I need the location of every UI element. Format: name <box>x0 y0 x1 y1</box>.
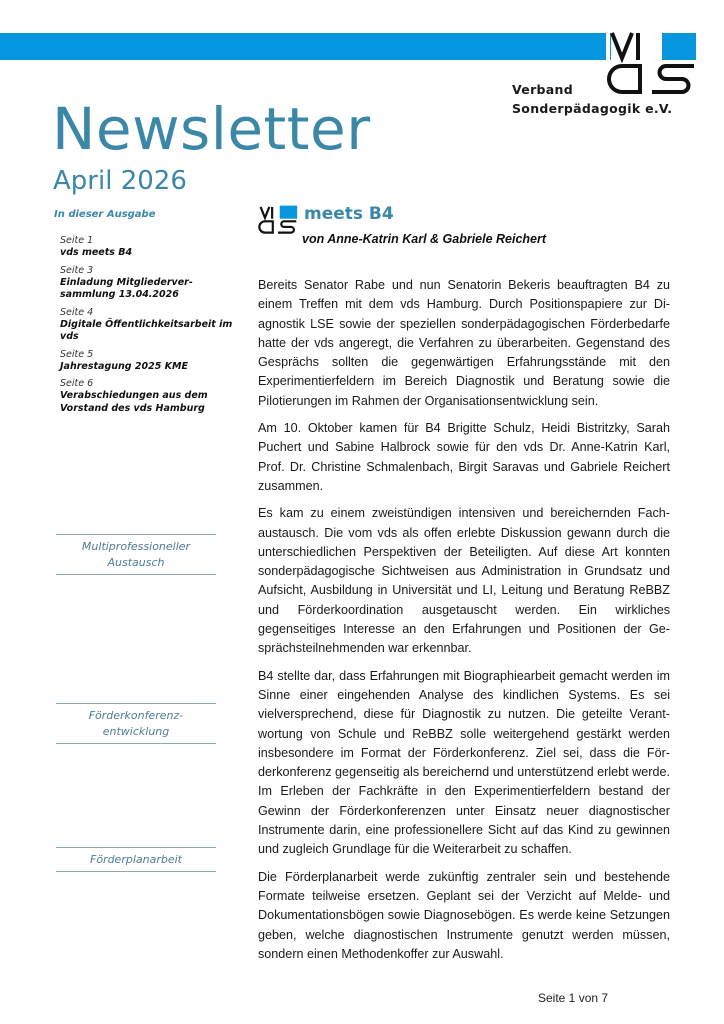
toc-page: Seite 5 <box>60 348 94 360</box>
pull-quote-text: Förderplanarbeit <box>90 853 182 866</box>
article-paragraph: Am 10. Oktober kamen für B4 Brigitte Schulz, Heidi Bistritzky, Sarah Puchert und Sabine Halbrock sowie für den vds Dr. Anne-Katrin Karl, Prof. Dr. Christine Schmalenbach, Birgit Saravas und Gabriele Reichert zusammen. <box>258 421 670 493</box>
toc-item[interactable] <box>60 265 240 302</box>
pull-quote <box>56 703 216 744</box>
article-paragraph: B4 stellte dar, dass Erfahrungen mit Biographiearbeit gemacht werden im Sinne einer eingehenden Analyse des kindlichen Systems. Es sei vielversprechend, diese für Diagnostik zu nutzen. Die geteilte Verantwortung von Schule und ReBBZ solle weitergehend gestärkt werden insbesondere im Format der Förderkonferenz. Ziel sei, dass die Förderkonferenz gegenseitig als bereichernd und unterstützend erlebt werde. Im Erleben der Fachkräfte in den Experimentierfeldern bestand der Gewinn der Förderkonferenzen unter Einsatz neuer diagnostischer Instrumente darin, eine professionellere Sicht auf das Kind zu gewinnen und zugleich Grundlage für die Weiterarbeit zu schaffen. <box>258 668 670 857</box>
pull-quote <box>56 847 216 872</box>
toc-page: Seite 3 <box>60 264 94 276</box>
organization-name <box>512 80 672 118</box>
toc-item[interactable] <box>60 378 240 415</box>
article-body <box>258 276 670 972</box>
vds-logo-small-icon <box>258 205 298 235</box>
newsletter-title: Newsletter <box>52 95 371 163</box>
toc-title: vds meets B4 <box>60 247 133 258</box>
toc-page: Seite 4 <box>60 306 94 318</box>
article-paragraph: Die Förderplanarbeit werde zukünftig zentraler sein und bestehende Formate teilweise ersetzen. Geplant sei der Verzicht auf Melde- und Dokumentationsbögen sowie Diagnosebögen. Es werde keine Setzungen geben, welche diagnostischen Instrumente genutzt werden müssen, sondern einen Methodenkoffer zur Auswahl. <box>258 869 670 961</box>
pull-quote-text: Förderkonferenz- entwicklung <box>88 709 184 738</box>
toc-title: Einladung Mitgliederver- sammlung 13.04.2026 <box>60 276 193 300</box>
organization-line-2: Sonderpädagogik e.V. <box>512 101 673 116</box>
toc-title: Jahrestagung 2025 KME <box>60 360 188 372</box>
toc-page: Seite 1 <box>60 235 94 246</box>
pull-quote <box>56 534 216 575</box>
article-title: meets B4 <box>304 204 394 224</box>
organization-line-1: Verband <box>512 82 573 97</box>
issue-date: April 2026 <box>53 166 187 196</box>
toc-heading: In dieser Ausgabe <box>54 209 156 220</box>
table-of-contents <box>60 235 240 420</box>
toc-title: Digitale Öffentlichkeitsarbeit im vds <box>60 318 233 342</box>
header-color-band <box>0 33 611 60</box>
toc-item[interactable] <box>60 235 240 260</box>
page-number: Seite 1 von 7 <box>538 991 609 1005</box>
toc-item[interactable] <box>60 349 240 374</box>
article-paragraph: Es kam zu einem zweistündigen intensiven und bereichernden Fachaustausch. Die vom vds als offen erlebte Diskussion gewann durch die unterschiedlichen Perspektiven der Beteiligten. Auf diese Art konnten sonderpädagogische Sichtweisen aus Administration in Grundsatz und Aufsicht, Ausbildung in Universität und LI, Leitung und Beratung ReBBZ und Förderkoordination ausgetauscht werden. Ein wirkliches gegenseitiges Interesse an den Erfahrungen und Positionen der Gesprächsteilnehmenden war erkennbar. <box>258 506 670 656</box>
article-author: von Anne-Katrin Karl & Gabriele Reichert <box>302 232 547 246</box>
toc-page: Seite 6 <box>60 378 94 389</box>
toc-item[interactable] <box>60 307 240 344</box>
article-paragraph: Bereits Senator Rabe und nun Senatorin Bekeris beauftragten B4 zu einem Treffen mit dem vds Hamburg. Durch Positionspapiere zur Diagnostik LSE sowie der speziellen sonderpädagogischen Förderbedarfe hatte der vds angeregt, die Verfahren zu überarbeiten. Gegenstand des Gesprächs sollten die gegenwärtigen Erfahrungsstände mit den Experimentierfeldern im Bereich Diagnostik und Beratung sowie die Pilotierungen im Rahmen der Organisationsentwicklung sein. <box>258 278 670 408</box>
pull-quote-text: Multiprofessioneller Austausch <box>81 540 191 569</box>
toc-title: Verabschiedungen aus dem Vorstand des vds Hamburg <box>60 390 208 414</box>
